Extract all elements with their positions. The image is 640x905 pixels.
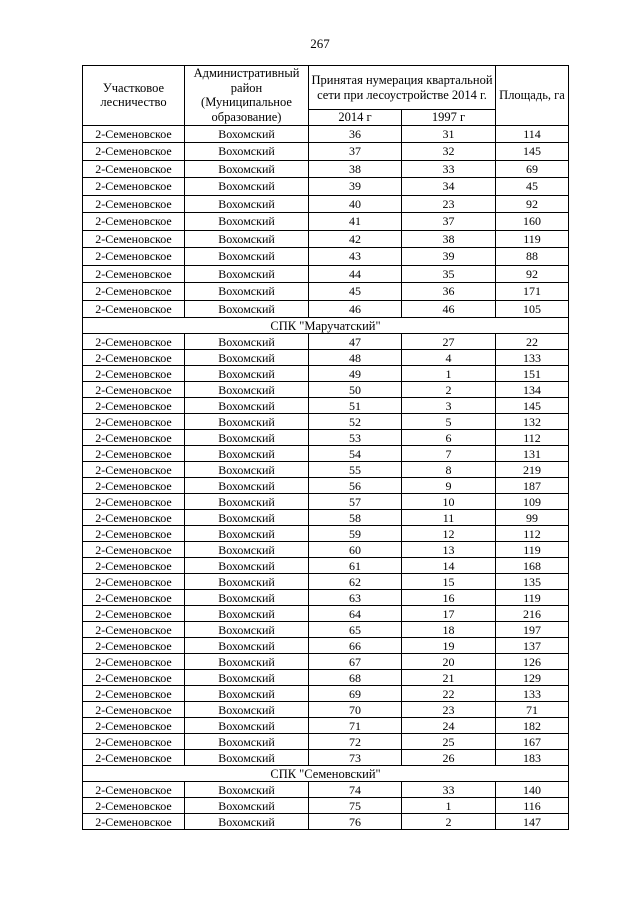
table-row bbox=[83, 750, 569, 766]
cell-district: Вохомский bbox=[185, 430, 309, 446]
cell-district: Вохомский bbox=[185, 382, 309, 398]
cell-forestry: 2-Семеновское bbox=[83, 558, 185, 574]
cell-quarter-1997: 8 bbox=[402, 462, 496, 478]
cell-quarter-2014: 68 bbox=[309, 670, 402, 686]
cell-forestry: 2-Семеновское bbox=[83, 606, 185, 622]
cell-forestry: 2-Семеновское bbox=[83, 526, 185, 542]
cell-district: Вохомский bbox=[185, 265, 309, 283]
cell-area: 129 bbox=[496, 670, 569, 686]
table-row bbox=[83, 622, 569, 638]
cell-forestry: 2-Семеновское bbox=[83, 622, 185, 638]
table-row bbox=[83, 782, 569, 798]
cell-district: Вохомский bbox=[185, 814, 309, 830]
cell-quarter-2014: 39 bbox=[309, 178, 402, 196]
cell-quarter-1997: 24 bbox=[402, 718, 496, 734]
table-row bbox=[83, 178, 569, 196]
cell-area: 133 bbox=[496, 686, 569, 702]
group-label: СПК "Семеновский" bbox=[83, 766, 569, 782]
cell-area: 134 bbox=[496, 382, 569, 398]
cell-quarter-2014: 58 bbox=[309, 510, 402, 526]
group-row bbox=[83, 318, 569, 334]
cell-forestry: 2-Семеновское bbox=[83, 283, 185, 301]
cell-forestry: 2-Семеновское bbox=[83, 125, 185, 143]
cell-quarter-2014: 44 bbox=[309, 265, 402, 283]
cell-area: 109 bbox=[496, 494, 569, 510]
table-row bbox=[83, 654, 569, 670]
cell-quarter-2014: 45 bbox=[309, 283, 402, 301]
cell-area: 131 bbox=[496, 446, 569, 462]
table-row bbox=[83, 143, 569, 161]
cell-district: Вохомский bbox=[185, 542, 309, 558]
cell-quarter-2014: 59 bbox=[309, 526, 402, 542]
cell-quarter-2014: 57 bbox=[309, 494, 402, 510]
cell-forestry: 2-Семеновское bbox=[83, 398, 185, 414]
table-row bbox=[83, 195, 569, 213]
cell-district: Вохомский bbox=[185, 670, 309, 686]
table-row bbox=[83, 606, 569, 622]
table-row bbox=[83, 230, 569, 248]
cell-area: 45 bbox=[496, 178, 569, 196]
cell-quarter-1997: 2 bbox=[402, 814, 496, 830]
cell-quarter-2014: 66 bbox=[309, 638, 402, 654]
cell-forestry: 2-Семеновское bbox=[83, 510, 185, 526]
cell-area: 145 bbox=[496, 398, 569, 414]
cell-quarter-1997: 33 bbox=[402, 782, 496, 798]
cell-district: Вохомский bbox=[185, 750, 309, 766]
cell-area: 71 bbox=[496, 702, 569, 718]
cell-area: 92 bbox=[496, 265, 569, 283]
cell-quarter-1997: 27 bbox=[402, 334, 496, 350]
cell-quarter-2014: 60 bbox=[309, 542, 402, 558]
cell-forestry: 2-Семеновское bbox=[83, 686, 185, 702]
cell-forestry: 2-Семеновское bbox=[83, 478, 185, 494]
table-row bbox=[83, 382, 569, 398]
cell-quarter-1997: 37 bbox=[402, 213, 496, 231]
cell-quarter-1997: 23 bbox=[402, 702, 496, 718]
table-row bbox=[83, 478, 569, 494]
cell-district: Вохомский bbox=[185, 446, 309, 462]
group-row bbox=[83, 766, 569, 782]
table-row bbox=[83, 542, 569, 558]
header-year-1997: 1997 г bbox=[402, 110, 496, 126]
cell-quarter-2014: 38 bbox=[309, 160, 402, 178]
cell-quarter-1997: 35 bbox=[402, 265, 496, 283]
cell-quarter-1997: 17 bbox=[402, 606, 496, 622]
cell-district: Вохомский bbox=[185, 798, 309, 814]
cell-forestry: 2-Семеновское bbox=[83, 248, 185, 266]
cell-forestry: 2-Семеновское bbox=[83, 143, 185, 161]
cell-quarter-1997: 1 bbox=[402, 798, 496, 814]
cell-area: 22 bbox=[496, 334, 569, 350]
cell-quarter-2014: 55 bbox=[309, 462, 402, 478]
cell-quarter-2014: 52 bbox=[309, 414, 402, 430]
cell-quarter-1997: 5 bbox=[402, 414, 496, 430]
cell-area: 171 bbox=[496, 283, 569, 301]
cell-quarter-1997: 1 bbox=[402, 366, 496, 382]
cell-quarter-1997: 4 bbox=[402, 350, 496, 366]
cell-district: Вохомский bbox=[185, 462, 309, 478]
cell-quarter-1997: 36 bbox=[402, 283, 496, 301]
table-row bbox=[83, 638, 569, 654]
cell-area: 183 bbox=[496, 750, 569, 766]
cell-forestry: 2-Семеновское bbox=[83, 213, 185, 231]
cell-area: 182 bbox=[496, 718, 569, 734]
cell-quarter-1997: 23 bbox=[402, 195, 496, 213]
cell-forestry: 2-Семеновское bbox=[83, 230, 185, 248]
cell-quarter-2014: 65 bbox=[309, 622, 402, 638]
table-row bbox=[83, 702, 569, 718]
cell-quarter-2014: 50 bbox=[309, 382, 402, 398]
table-row bbox=[83, 430, 569, 446]
cell-quarter-2014: 63 bbox=[309, 590, 402, 606]
cell-district: Вохомский bbox=[185, 718, 309, 734]
cell-forestry: 2-Семеновское bbox=[83, 160, 185, 178]
cell-district: Вохомский bbox=[185, 248, 309, 266]
cell-quarter-1997: 33 bbox=[402, 160, 496, 178]
cell-quarter-1997: 12 bbox=[402, 526, 496, 542]
cell-quarter-1997: 6 bbox=[402, 430, 496, 446]
group-label: СПК "Маручатский" bbox=[83, 318, 569, 334]
cell-area: 216 bbox=[496, 606, 569, 622]
cell-area: 119 bbox=[496, 230, 569, 248]
cell-area: 105 bbox=[496, 300, 569, 318]
cell-district: Вохомский bbox=[185, 213, 309, 231]
cell-district: Вохомский bbox=[185, 178, 309, 196]
cell-area: 140 bbox=[496, 782, 569, 798]
cell-quarter-1997: 18 bbox=[402, 622, 496, 638]
cell-area: 135 bbox=[496, 574, 569, 590]
cell-forestry: 2-Семеновское bbox=[83, 334, 185, 350]
cell-quarter-2014: 70 bbox=[309, 702, 402, 718]
cell-quarter-2014: 42 bbox=[309, 230, 402, 248]
cell-area: 219 bbox=[496, 462, 569, 478]
cell-district: Вохомский bbox=[185, 622, 309, 638]
cell-district: Вохомский bbox=[185, 654, 309, 670]
cell-quarter-1997: 31 bbox=[402, 125, 496, 143]
cell-quarter-1997: 46 bbox=[402, 300, 496, 318]
cell-forestry: 2-Семеновское bbox=[83, 414, 185, 430]
cell-area: 151 bbox=[496, 366, 569, 382]
cell-quarter-1997: 3 bbox=[402, 398, 496, 414]
cell-area: 69 bbox=[496, 160, 569, 178]
cell-quarter-2014: 43 bbox=[309, 248, 402, 266]
table-row bbox=[83, 798, 569, 814]
cell-quarter-1997: 7 bbox=[402, 446, 496, 462]
cell-quarter-2014: 61 bbox=[309, 558, 402, 574]
cell-area: 167 bbox=[496, 734, 569, 750]
table-body bbox=[83, 125, 569, 830]
table-row bbox=[83, 446, 569, 462]
cell-quarter-2014: 64 bbox=[309, 606, 402, 622]
cell-area: 145 bbox=[496, 143, 569, 161]
table-row bbox=[83, 590, 569, 606]
cell-area: 112 bbox=[496, 526, 569, 542]
table-row bbox=[83, 125, 569, 143]
cell-area: 114 bbox=[496, 125, 569, 143]
header-district: Административный район (Муниципальное образование) bbox=[185, 66, 309, 126]
cell-area: 137 bbox=[496, 638, 569, 654]
table-row bbox=[83, 494, 569, 510]
cell-forestry: 2-Семеновское bbox=[83, 462, 185, 478]
cell-area: 133 bbox=[496, 350, 569, 366]
cell-forestry: 2-Семеновское bbox=[83, 654, 185, 670]
cell-forestry: 2-Семеновское bbox=[83, 670, 185, 686]
cell-forestry: 2-Семеновское bbox=[83, 750, 185, 766]
cell-district: Вохомский bbox=[185, 160, 309, 178]
cell-quarter-2014: 47 bbox=[309, 334, 402, 350]
cell-district: Вохомский bbox=[185, 590, 309, 606]
cell-forestry: 2-Семеновское bbox=[83, 702, 185, 718]
table-row bbox=[83, 734, 569, 750]
table-row bbox=[83, 558, 569, 574]
cell-quarter-1997: 16 bbox=[402, 590, 496, 606]
cell-quarter-1997: 10 bbox=[402, 494, 496, 510]
cell-district: Вохомский bbox=[185, 606, 309, 622]
table-row bbox=[83, 686, 569, 702]
cell-quarter-1997: 26 bbox=[402, 750, 496, 766]
cell-area: 88 bbox=[496, 248, 569, 266]
cell-quarter-2014: 73 bbox=[309, 750, 402, 766]
cell-area: 132 bbox=[496, 414, 569, 430]
table-row bbox=[83, 366, 569, 382]
cell-forestry: 2-Семеновское bbox=[83, 734, 185, 750]
cell-quarter-2014: 40 bbox=[309, 195, 402, 213]
cell-district: Вохомский bbox=[185, 334, 309, 350]
cell-district: Вохомский bbox=[185, 702, 309, 718]
cell-quarter-2014: 53 bbox=[309, 430, 402, 446]
cell-area: 99 bbox=[496, 510, 569, 526]
cell-district: Вохомский bbox=[185, 574, 309, 590]
cell-forestry: 2-Семеновское bbox=[83, 494, 185, 510]
table-row bbox=[83, 300, 569, 318]
cell-forestry: 2-Семеновское bbox=[83, 542, 185, 558]
cell-area: 119 bbox=[496, 542, 569, 558]
cell-forestry: 2-Семеновское bbox=[83, 814, 185, 830]
cell-quarter-2014: 41 bbox=[309, 213, 402, 231]
cell-forestry: 2-Семеновское bbox=[83, 195, 185, 213]
cell-quarter-1997: 22 bbox=[402, 686, 496, 702]
cell-forestry: 2-Семеновское bbox=[83, 638, 185, 654]
cell-quarter-2014: 71 bbox=[309, 718, 402, 734]
cell-quarter-1997: 14 bbox=[402, 558, 496, 574]
table-row bbox=[83, 248, 569, 266]
cell-area: 126 bbox=[496, 654, 569, 670]
cell-forestry: 2-Семеновское bbox=[83, 178, 185, 196]
cell-quarter-1997: 9 bbox=[402, 478, 496, 494]
header-numbering: Принятая нумерация квартальной сети при лесоустройстве 2014 г. bbox=[309, 66, 496, 110]
cell-area: 112 bbox=[496, 430, 569, 446]
cell-forestry: 2-Семеновское bbox=[83, 265, 185, 283]
cell-forestry: 2-Семеновское bbox=[83, 782, 185, 798]
cell-quarter-2014: 72 bbox=[309, 734, 402, 750]
table-row bbox=[83, 814, 569, 830]
cell-area: 116 bbox=[496, 798, 569, 814]
cell-quarter-2014: 46 bbox=[309, 300, 402, 318]
cell-district: Вохомский bbox=[185, 494, 309, 510]
cell-district: Вохомский bbox=[185, 686, 309, 702]
cell-quarter-1997: 32 bbox=[402, 143, 496, 161]
cell-quarter-2014: 62 bbox=[309, 574, 402, 590]
cell-district: Вохомский bbox=[185, 398, 309, 414]
cell-forestry: 2-Семеновское bbox=[83, 798, 185, 814]
table-row bbox=[83, 213, 569, 231]
cell-district: Вохомский bbox=[185, 230, 309, 248]
cell-district: Вохомский bbox=[185, 366, 309, 382]
cell-district: Вохомский bbox=[185, 195, 309, 213]
cell-quarter-2014: 54 bbox=[309, 446, 402, 462]
header-forestry: Участковое лесничество bbox=[83, 66, 185, 126]
cell-quarter-2014: 36 bbox=[309, 125, 402, 143]
cell-area: 92 bbox=[496, 195, 569, 213]
header-year-2014: 2014 г bbox=[309, 110, 402, 126]
cell-district: Вохомский bbox=[185, 143, 309, 161]
cell-quarter-1997: 34 bbox=[402, 178, 496, 196]
cell-area: 147 bbox=[496, 814, 569, 830]
cell-quarter-2014: 75 bbox=[309, 798, 402, 814]
cell-forestry: 2-Семеновское bbox=[83, 300, 185, 318]
cell-district: Вохомский bbox=[185, 350, 309, 366]
cell-quarter-2014: 51 bbox=[309, 398, 402, 414]
cell-forestry: 2-Семеновское bbox=[83, 382, 185, 398]
cell-forestry: 2-Семеновское bbox=[83, 430, 185, 446]
table-row bbox=[83, 526, 569, 542]
table-row bbox=[83, 265, 569, 283]
table-row bbox=[83, 414, 569, 430]
cell-quarter-1997: 15 bbox=[402, 574, 496, 590]
cell-district: Вохомский bbox=[185, 638, 309, 654]
cell-district: Вохомский bbox=[185, 558, 309, 574]
table-row bbox=[83, 160, 569, 178]
table-row bbox=[83, 462, 569, 478]
cell-district: Вохомский bbox=[185, 526, 309, 542]
cell-quarter-2014: 76 bbox=[309, 814, 402, 830]
cell-quarter-1997: 13 bbox=[402, 542, 496, 558]
cell-district: Вохомский bbox=[185, 734, 309, 750]
cell-quarter-1997: 19 bbox=[402, 638, 496, 654]
cell-quarter-2014: 67 bbox=[309, 654, 402, 670]
cell-forestry: 2-Семеновское bbox=[83, 590, 185, 606]
page-number: 267 bbox=[310, 36, 330, 51]
cell-quarter-1997: 21 bbox=[402, 670, 496, 686]
cell-area: 197 bbox=[496, 622, 569, 638]
cell-district: Вохомский bbox=[185, 782, 309, 798]
table-row bbox=[83, 510, 569, 526]
cell-forestry: 2-Семеновское bbox=[83, 350, 185, 366]
cell-quarter-2014: 69 bbox=[309, 686, 402, 702]
cell-quarter-2014: 74 bbox=[309, 782, 402, 798]
table-row bbox=[83, 718, 569, 734]
cell-quarter-2014: 56 bbox=[309, 478, 402, 494]
cell-area: 187 bbox=[496, 478, 569, 494]
quarter-table bbox=[82, 65, 569, 830]
table-row bbox=[83, 334, 569, 350]
table-row bbox=[83, 350, 569, 366]
cell-quarter-2014: 37 bbox=[309, 143, 402, 161]
cell-forestry: 2-Семеновское bbox=[83, 574, 185, 590]
cell-quarter-2014: 49 bbox=[309, 366, 402, 382]
cell-district: Вохомский bbox=[185, 510, 309, 526]
cell-quarter-1997: 39 bbox=[402, 248, 496, 266]
cell-district: Вохомский bbox=[185, 283, 309, 301]
cell-forestry: 2-Семеновское bbox=[83, 366, 185, 382]
cell-quarter-1997: 11 bbox=[402, 510, 496, 526]
header-area: Площадь, га bbox=[496, 66, 569, 126]
cell-quarter-1997: 2 bbox=[402, 382, 496, 398]
cell-quarter-1997: 38 bbox=[402, 230, 496, 248]
cell-forestry: 2-Семеновское bbox=[83, 446, 185, 462]
table-row bbox=[83, 398, 569, 414]
table-row bbox=[83, 283, 569, 301]
cell-forestry: 2-Семеновское bbox=[83, 718, 185, 734]
cell-area: 160 bbox=[496, 213, 569, 231]
cell-quarter-1997: 20 bbox=[402, 654, 496, 670]
cell-quarter-1997: 25 bbox=[402, 734, 496, 750]
cell-district: Вохомский bbox=[185, 478, 309, 494]
cell-district: Вохомский bbox=[185, 125, 309, 143]
cell-district: Вохомский bbox=[185, 300, 309, 318]
cell-district: Вохомский bbox=[185, 414, 309, 430]
cell-area: 168 bbox=[496, 558, 569, 574]
table-row bbox=[83, 670, 569, 686]
table-row bbox=[83, 574, 569, 590]
cell-quarter-2014: 48 bbox=[309, 350, 402, 366]
cell-area: 119 bbox=[496, 590, 569, 606]
